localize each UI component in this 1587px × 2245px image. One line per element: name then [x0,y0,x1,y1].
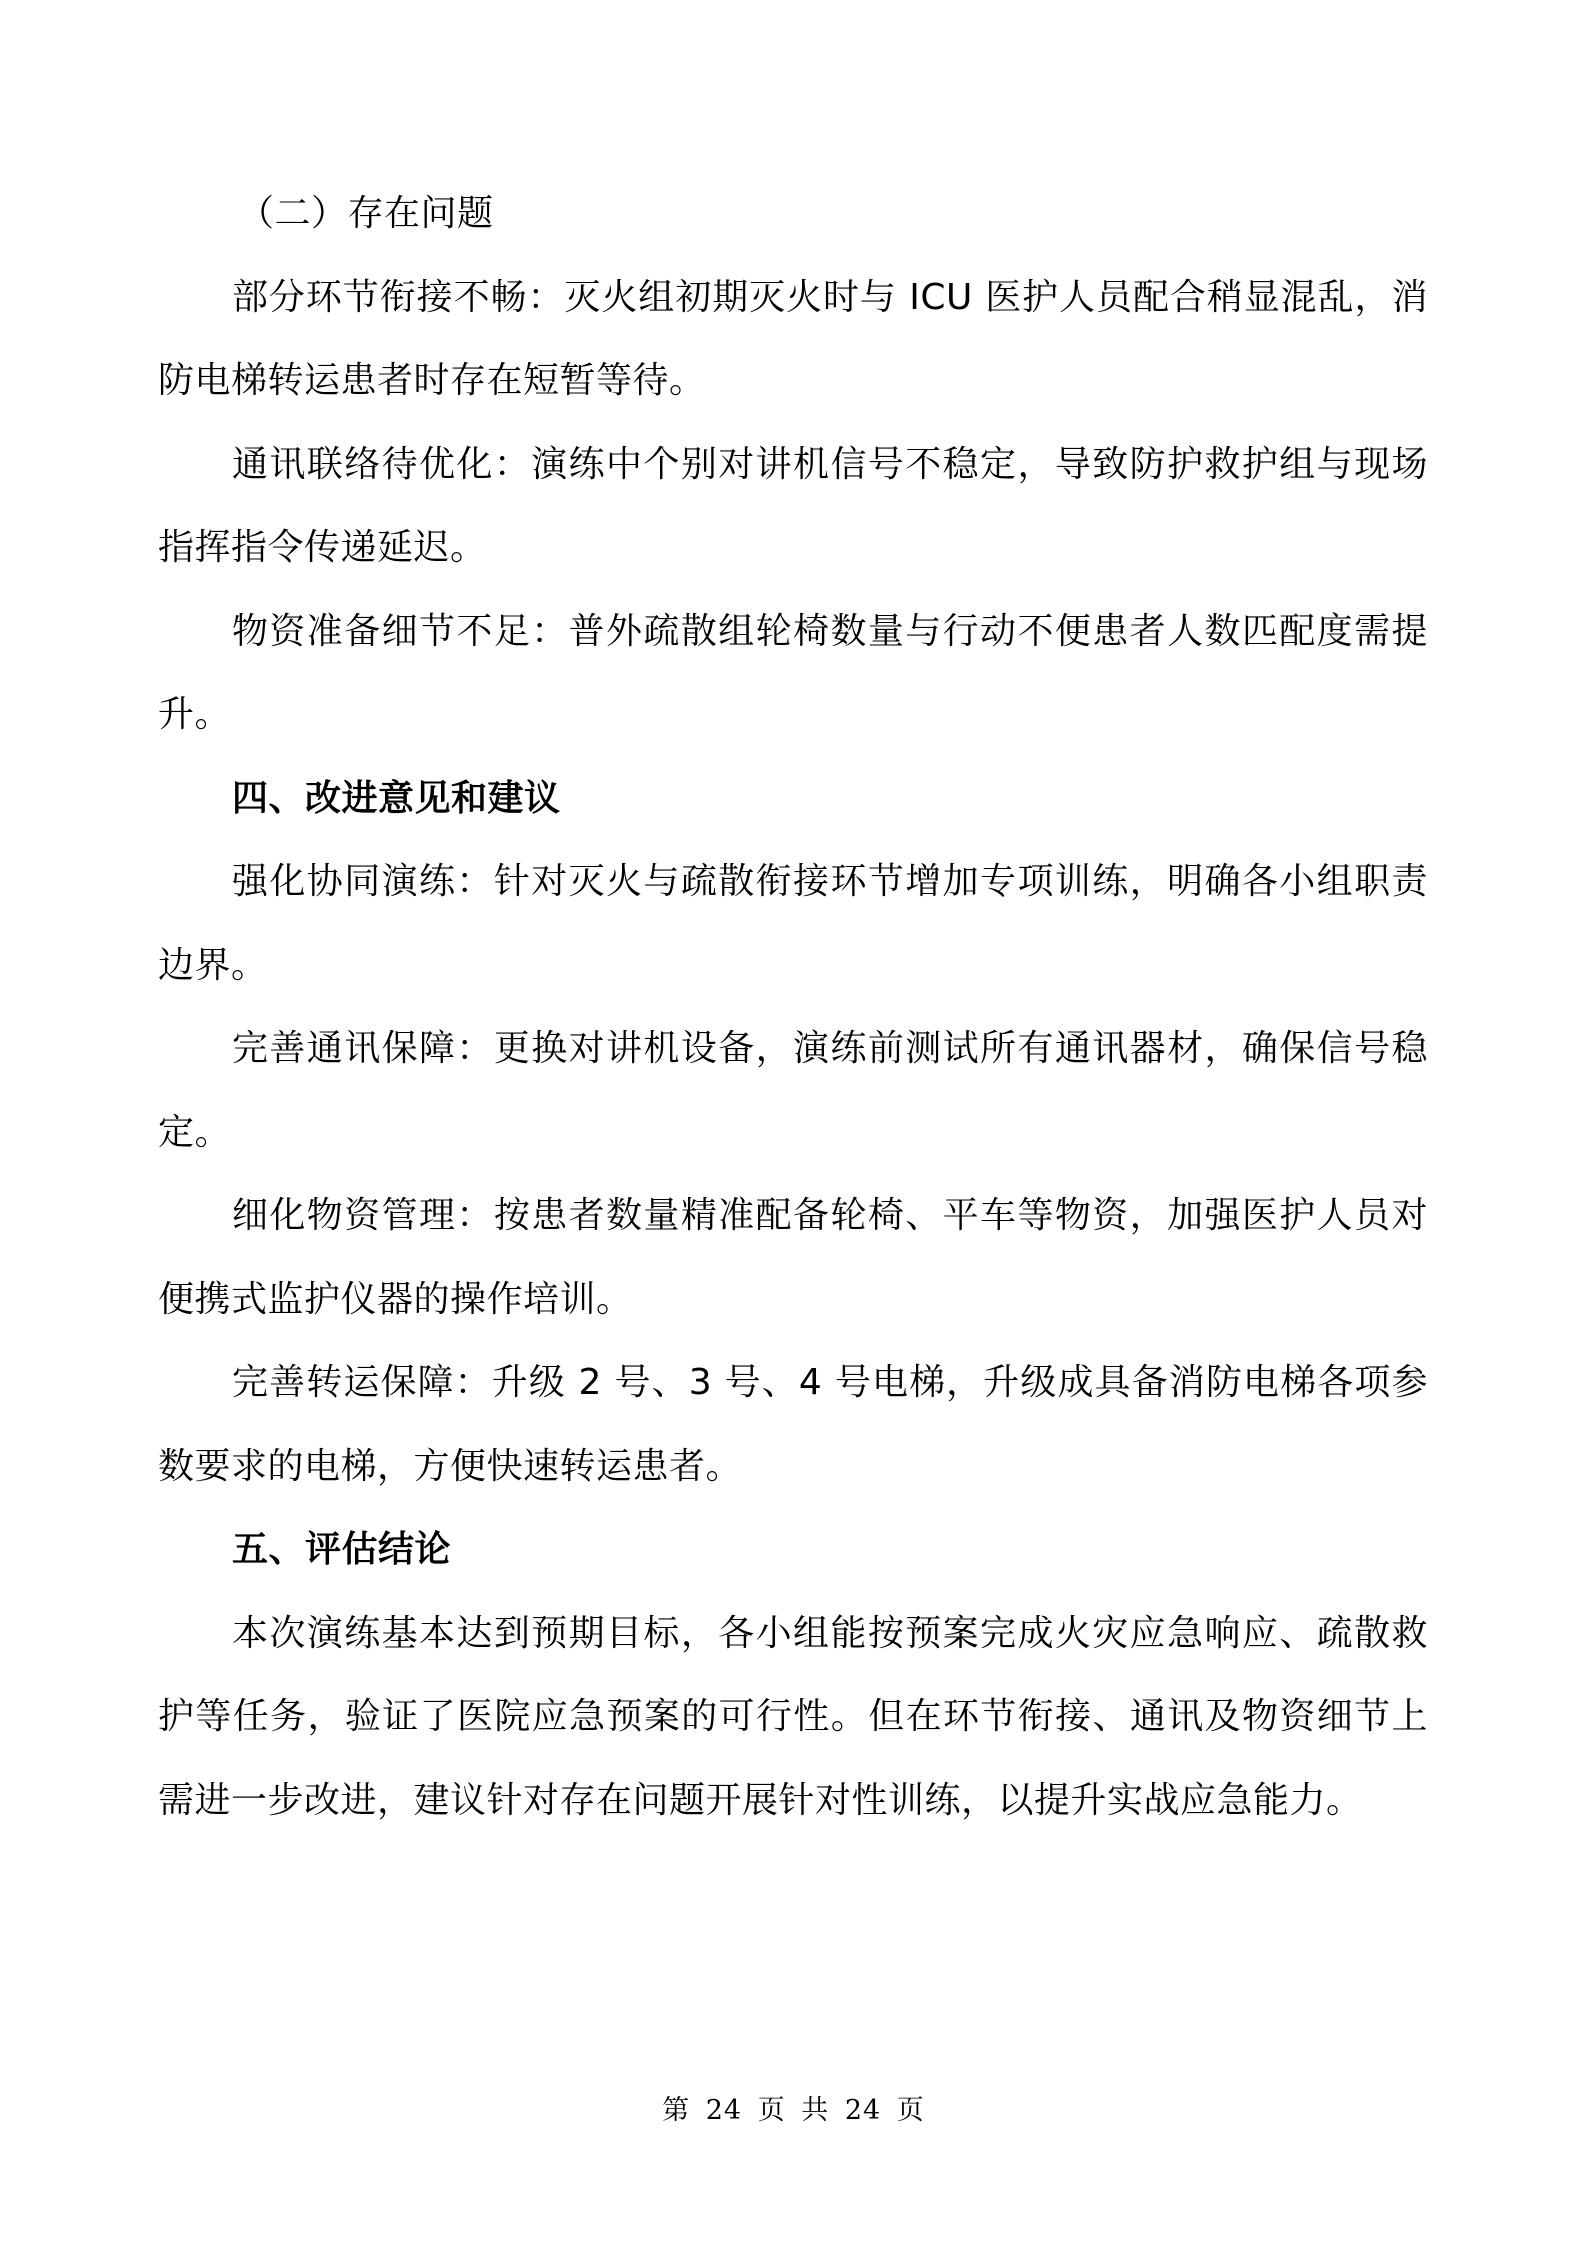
suggestion-paragraph: 强化协同演练：针对灭火与疏散衔接环节增加专项训练，明确各小组职责边界。 [158,861,1428,986]
problem-paragraph: 部分环节衔接不畅：灭火组初期灭火时与 ICU 医护人员配合稍显混乱，消防电梯转运患者时存在短暂等待。 [158,276,1428,401]
document-page [158,172,1428,1842]
section-heading-conclusion: 五、评估结论 [232,1529,452,1570]
problem-paragraph: 物资准备细节不足：普外疏散组轮椅数量与行动不便患者人数匹配度需提升。 [158,610,1428,735]
section-heading-improvements: 四、改进意见和建议 [232,777,561,819]
suggestion-paragraph: 完善通讯保障：更换对讲机设备，演练前测试所有通讯器材，确保信号稳定。 [158,1028,1428,1153]
suggestion-paragraph: 细化物资管理：按患者数量精准配备轮椅、平车等物资，加强医护人员对便携式监护仪器的操作培训。 [158,1195,1428,1320]
page-footer [0,2088,1587,2127]
subsection-title: （二）存在问题 [238,193,494,234]
problem-paragraph: 通讯联络待优化：演练中个别对讲机信号不稳定，导致防护救护组与现场指挥指令传递延迟。 [158,443,1428,568]
page-number-label: 第 24 页 共 24 页 [662,2095,925,2126]
suggestion-paragraph: 完善转运保障：升级 2 号、3 号、4 号电梯，升级成具备消防电梯各项参数要求的电梯，方便快速转运患者。 [158,1362,1428,1487]
conclusion-paragraph: 本次演练基本达到预期目标，各小组能按预案完成火灾应急响应、疏散救护等任务，验证了医院应急预案的可行性。但在环节衔接、通讯及物资细节上需进一步改进，建议针对存在问题开展针对性训练，以提升实战应急能力。 [158,1612,1428,1821]
